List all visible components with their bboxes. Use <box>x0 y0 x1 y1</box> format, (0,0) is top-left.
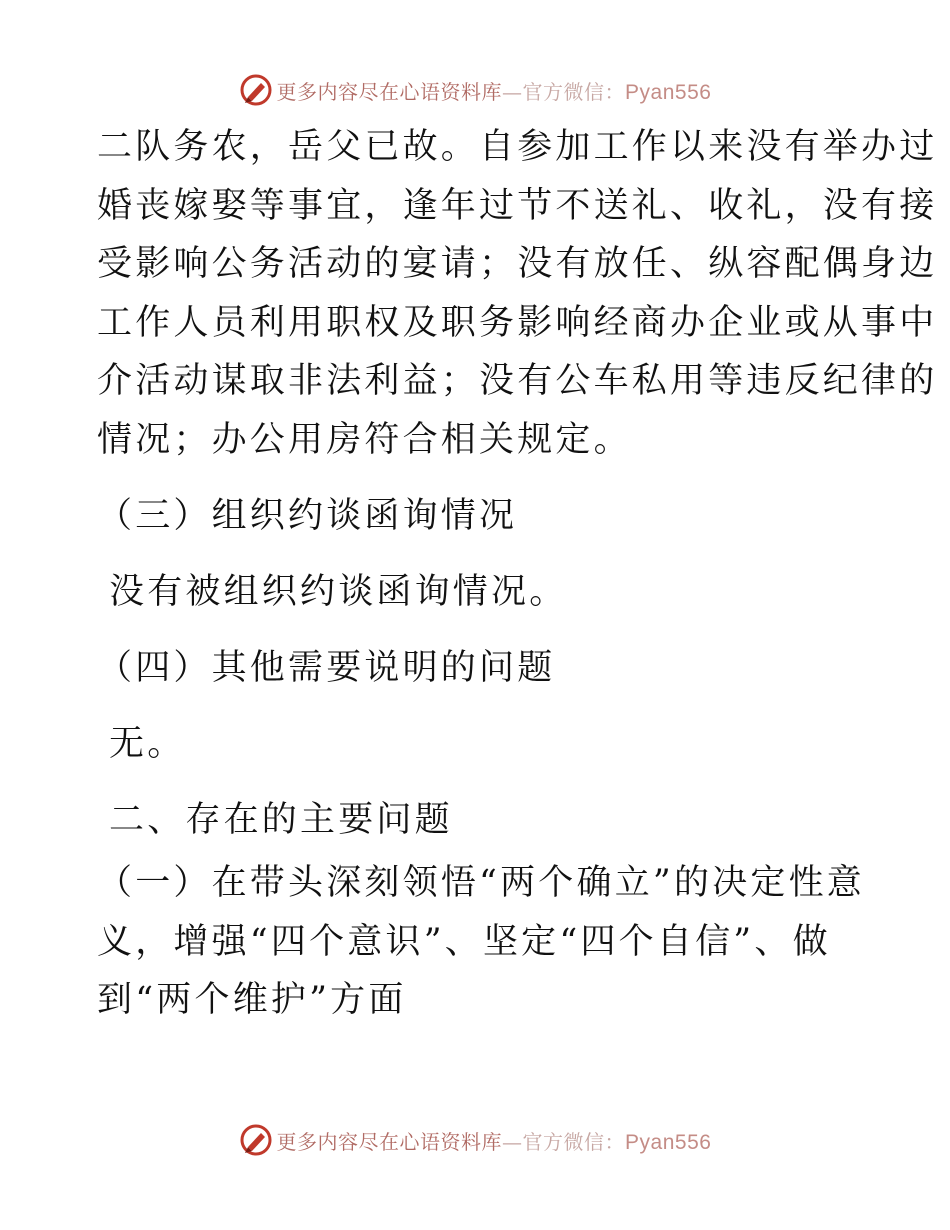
text-line: 介活动谋取非法利益；没有公车私用等违反纪律的 <box>97 361 938 402</box>
heading-section-3: （三）组织约谈函询情况 <box>97 496 518 536</box>
heading-section-4: （四）其他需要说明的问题 <box>97 648 556 688</box>
footer-watermark <box>0 1120 950 1160</box>
text-line: 受影响公务活动的宴请；没有放任、纵容配偶身边 <box>97 244 938 285</box>
text-line: 工作人员利用职权及职务影响经商办企业或从事中 <box>97 302 938 343</box>
text-line: （一）在带头深刻领悟“两个确立”的决定性意 <box>97 863 865 903</box>
watermark-text: 更多内容尽在心语资料库—官方微信：Pyan556 <box>276 1129 712 1154</box>
text-line: 婚丧嫁娶等事宜，逢年过节不送礼、收礼，没有接 <box>97 185 938 226</box>
text-section-4: 无。 <box>109 724 186 764</box>
text-line: 情况；办公用房符合相关规定。 <box>97 419 632 460</box>
pen-logo-icon <box>239 1123 273 1157</box>
heading-problem-1 <box>97 854 865 1030</box>
paragraph-family-conduct <box>97 118 938 470</box>
document-body <box>97 118 938 1021</box>
text-section-3: 没有被组织约谈函询情况。 <box>109 572 568 612</box>
pen-logo-icon <box>239 73 273 107</box>
text-line: 二队务农，岳父已故。自参加工作以来没有举办过 <box>97 127 938 167</box>
watermark-text: 更多内容尽在心语资料库—官方微信：Pyan556 <box>276 79 712 104</box>
text-line: 到“两个维护”方面 <box>97 980 407 1021</box>
header-watermark <box>0 70 950 110</box>
text-line: 义，增强“四个意识”、坚定“四个自信”、做 <box>97 921 831 962</box>
heading-main-problems: 二、存在的主要问题 <box>109 800 453 840</box>
